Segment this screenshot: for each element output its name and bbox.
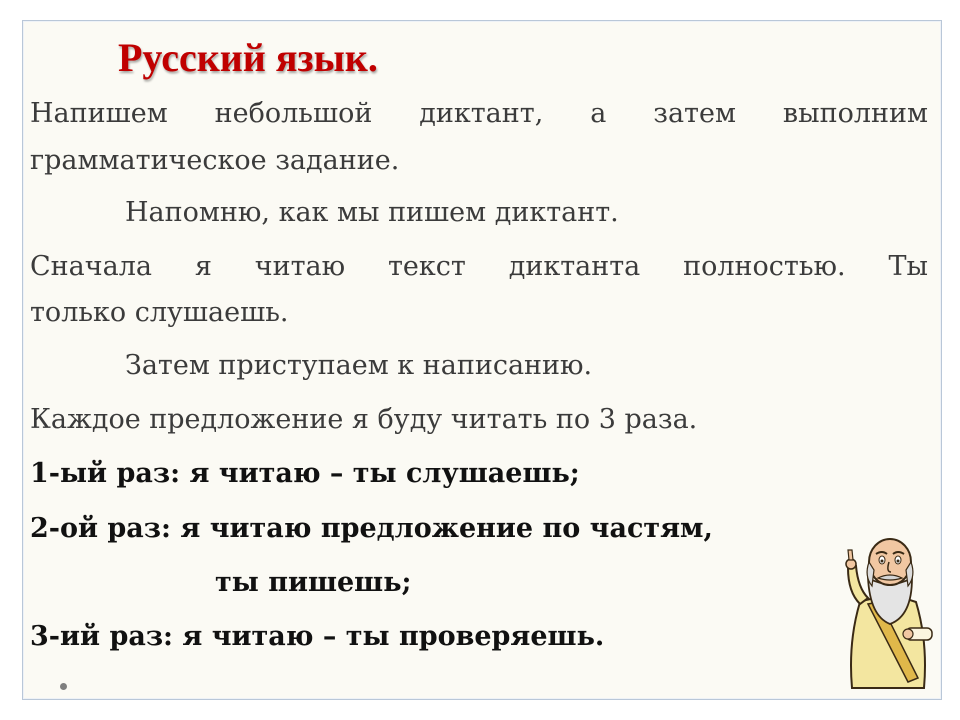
text-line-6: Затем приступаем к написанию.	[125, 350, 593, 381]
text-line-3: Напомню, как мы пишем диктант.	[125, 197, 619, 228]
text-line-2: грамматическое задание.	[30, 145, 400, 176]
bullet-icon	[60, 683, 67, 690]
slide-title: Русский язык.	[118, 35, 378, 80]
step-1-line: 1-ый раз: я читаю – ты слушаешь;	[30, 458, 580, 489]
step-2-line: 2-ой раз: я читаю предложение по частям,	[30, 513, 713, 544]
old-teacher-illustration	[838, 532, 938, 692]
step-3-line: 3-ий раз: я читаю – ты проверяешь.	[30, 621, 605, 652]
text-line-4: Сначала я читаю текст диктанта полностью. Ты	[30, 251, 928, 282]
text-line-5: только слушаешь.	[30, 297, 289, 328]
step-2-continuation-line: ты пишешь;	[215, 567, 412, 598]
text-line-1: Напишем небольшой диктант, а затем выполним	[30, 98, 928, 129]
text-line-7: Каждое предложение я буду читать по 3 раза.	[30, 404, 698, 435]
